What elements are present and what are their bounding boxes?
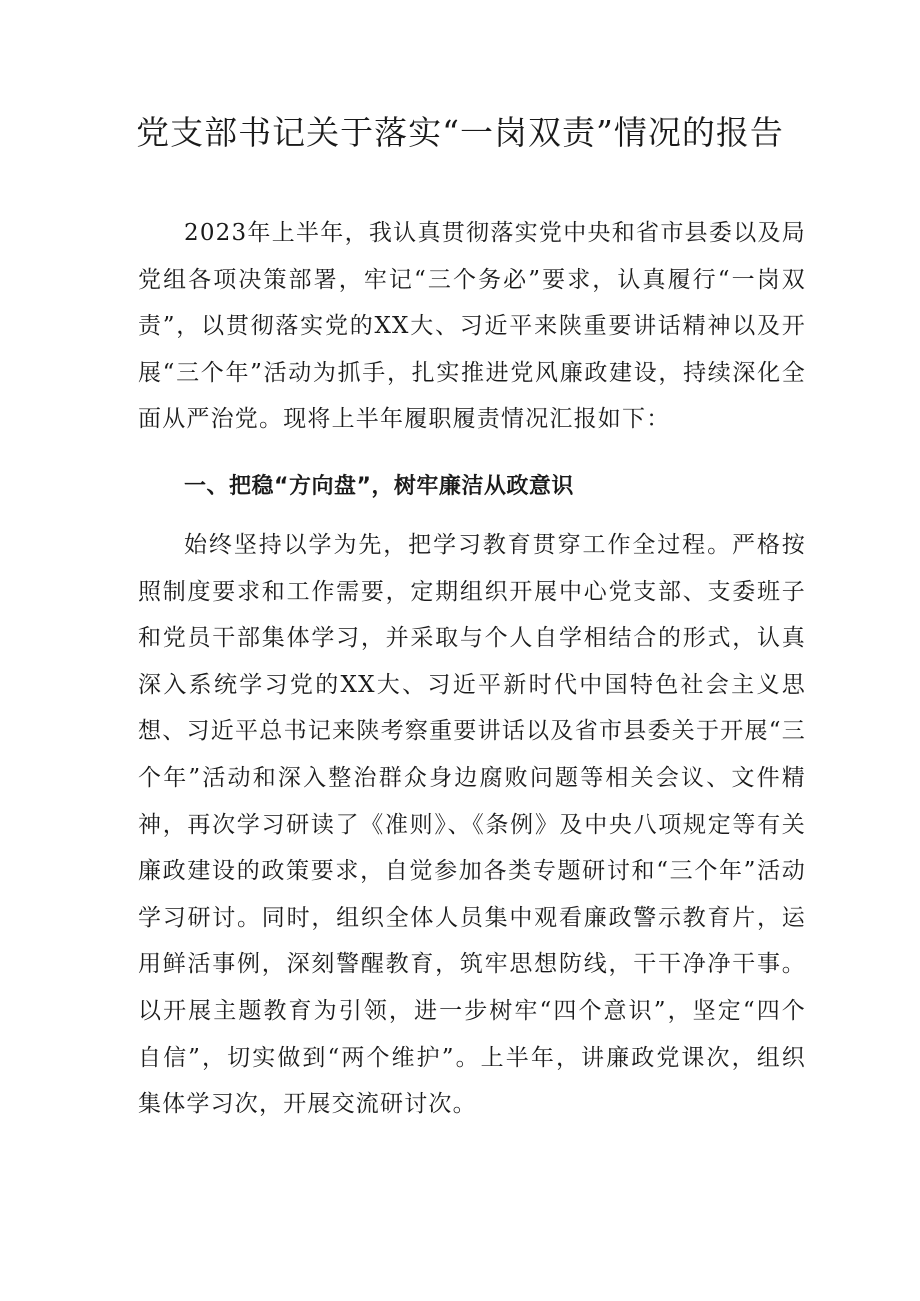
intro-paragraph: 2023年上半年，我认真贯彻落实党中央和省市县委以及局党组各项决策部署，牢记“三个务必”要求，认真履行“一岗双责”，以贯彻落实党的XX大、习近平来陕重要讲话精神以及开展“三个年”活动为抓手，扎实推进党风廉政建设，持续深化全面从严治党。现将上半年履职履责情况汇报如下： (138, 220, 806, 433)
document-title: 党支部书记关于落实“一岗双责”情况的报告 (136, 113, 784, 152)
section-heading: 一、把稳“方向盘”，树牢廉洁从政意识 (184, 474, 574, 499)
section-paragraph: 始终坚持以学为先，把学习教育贯穿工作全过程。严格按照制度要求和工作需要，定期组织开展中心党支部、支委班子和党员干部集体学习，并采取与个人自学相结合的形式，认真深入系统学习党的XX大、习近平新时代中国特色社会主义思想、习近平总书记来陕考察重要讲话以及省市县委关于开展“三个年”活动和深入整治群众身边腐败问题等相关会议、文件精神，再次学习研读了《准则》、《条例》及中央八项规定等有关廉政建设的政策要求，自觉参加各类专题研讨和“三个年”活动学习研讨。同时，组织全体人员集中观看廉政警示教育片，运用鲜活事例，深刻警醒教育，筑牢思想防线，干干净净干事。以开展主题教育为引领，进一步树牢“四个意识”，坚定“四个自信”，切实做到“两个维护”。上半年，讲廉政党课次，组织集体学习次，开展交流研讨次。 (138, 532, 806, 1118)
